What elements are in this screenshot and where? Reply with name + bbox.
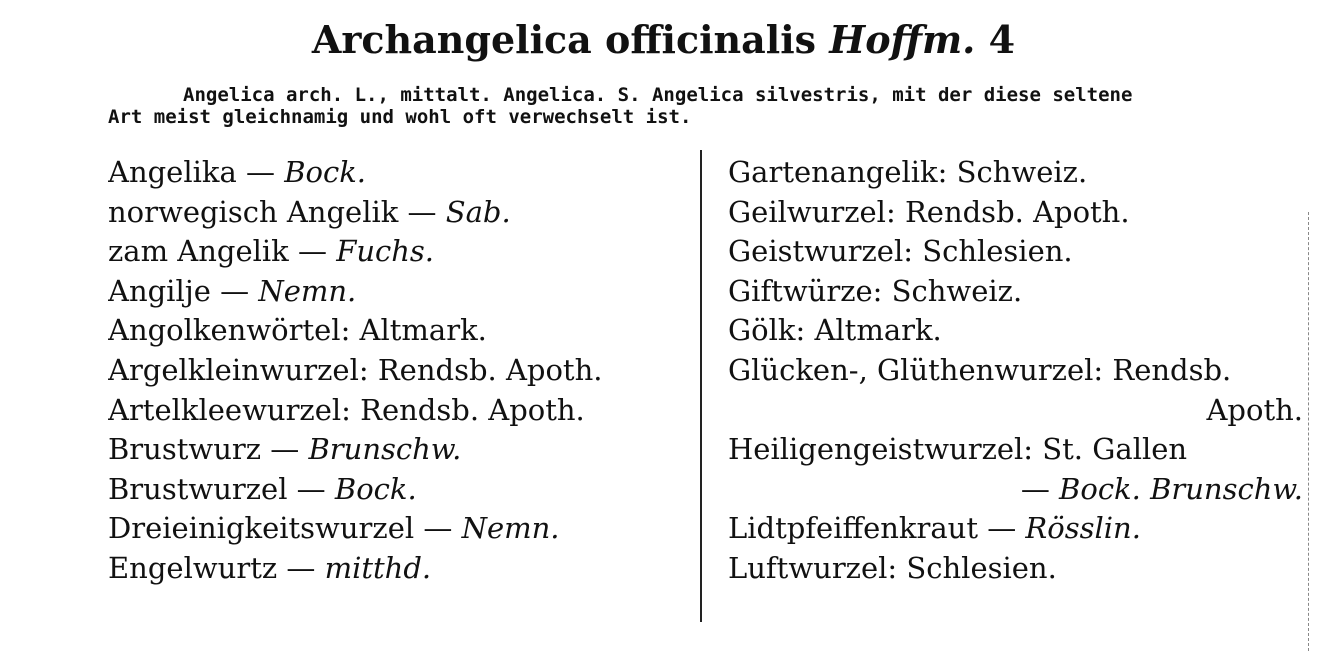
entry-name: Giftwürze: Schweiz.: [728, 273, 1023, 308]
entry-row: [108, 311, 693, 351]
entry-name: Lidtpfeiffenkraut —: [728, 511, 1026, 546]
entry-row: [108, 153, 693, 193]
entry-row: [728, 153, 1303, 193]
entry-row: [728, 351, 1303, 391]
entry-source: Brunschw.: [308, 432, 462, 467]
title-mark: 4: [988, 17, 1016, 62]
entry-source: Sab.: [445, 194, 511, 229]
entry-source: Bock. Brunschw.: [1059, 471, 1303, 506]
entry-name: Apoth.: [1206, 392, 1303, 427]
entry-name: Gartenangelik: Schweiz.: [728, 155, 1088, 189]
entry-row: [728, 430, 1303, 470]
entry-source: Bock.: [334, 471, 417, 506]
column-divider: [700, 150, 702, 622]
entry-row: [728, 509, 1303, 549]
entry-name: Angolkenwörtel: Altmark.: [108, 313, 487, 348]
entry-row: [728, 391, 1303, 431]
entry-row: [108, 193, 693, 233]
entry-row: [108, 549, 693, 589]
entry-name: —: [1020, 471, 1060, 506]
title-author: Hoffm.: [829, 17, 976, 62]
title-text: Archangelica officinalis: [311, 17, 817, 62]
entry-row: [108, 430, 693, 470]
entry-source: Nemn.: [461, 511, 560, 546]
entry-row: [728, 311, 1303, 351]
entry-row: [108, 509, 693, 549]
right-column: [728, 153, 1303, 589]
intro-paragraph: [108, 84, 1308, 128]
entry-row: [108, 351, 693, 391]
entry-name: Luftwurzel: Schlesien.: [728, 550, 1057, 585]
entry-name: Brustwurzel —: [108, 471, 335, 506]
entry-source: Fuchs.: [336, 234, 435, 269]
left-column: [108, 153, 693, 589]
entry-row: [108, 391, 693, 431]
entry-source: Nemn.: [258, 273, 357, 308]
entry-source: Bock.: [284, 155, 367, 189]
entry-row: [728, 549, 1303, 589]
page-title: [0, 14, 1327, 66]
entry-row: [108, 470, 693, 510]
entry-name: Brustwurz —: [108, 432, 309, 467]
entry-name: norwegisch Angelik —: [108, 194, 446, 229]
entry-row: [728, 272, 1303, 312]
margin-rule: [1308, 212, 1309, 651]
entry-name: zam Angelik —: [108, 234, 337, 269]
entry-name: Angilje —: [108, 273, 259, 308]
entry-row: [728, 470, 1303, 510]
entry-name: Gölk: Altmark.: [728, 313, 942, 348]
entry-name: Argelkleinwurzel: Rendsb. Apoth.: [108, 352, 603, 387]
entry-source: Rösslin.: [1025, 511, 1141, 546]
entry-name: Geilwurzel: Rendsb. Apoth.: [728, 194, 1130, 229]
entry-name: Glücken-, Glüthenwurzel: Rendsb.: [728, 352, 1232, 387]
entry-name: Geistwurzel: Schlesien.: [728, 234, 1073, 269]
entry-name: Dreieinigkeitswurzel —: [108, 511, 462, 546]
intro-line-2: Art meist gleichnamig und wohl oft verwechselt ist.: [108, 106, 692, 128]
entry-row: [108, 272, 693, 312]
entry-name: Angelika —: [108, 155, 285, 189]
entry-row: [108, 232, 693, 272]
entry-name: Heiligengeistwurzel: St. Gallen: [728, 432, 1188, 467]
intro-line-1: Angelica arch. L., mittalt. Angelica. S. Angelica silvestris, mit der diese seltene: [183, 84, 1133, 106]
entry-row: [728, 193, 1303, 233]
entry-source: mitthd.: [324, 550, 432, 585]
entry-name: Artelkleewurzel: Rendsb. Apoth.: [108, 392, 585, 427]
entry-name: Engelwurtz —: [108, 550, 325, 585]
entry-row: [728, 232, 1303, 272]
